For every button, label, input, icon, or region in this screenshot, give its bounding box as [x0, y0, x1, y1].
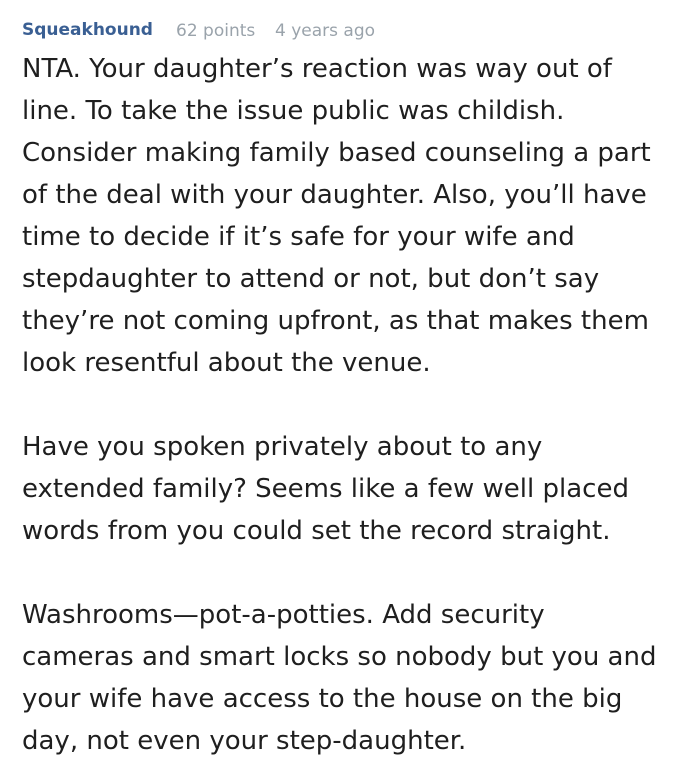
comment-paragraph-3: Washrooms—pot-a-potties. Add security cameras and smart locks so nobody but you and your wife have access to the house on the big day, not even your step-daughter. [22, 600, 657, 756]
author-link[interactable]: Squeakhound [22, 20, 153, 40]
comment-paragraph-2: Have you spoken privately about to any extended family? Seems like a few well placed words from you could set the record straight. [22, 432, 629, 546]
points-count: 62 points [176, 21, 256, 41]
comment-body [22, 48, 682, 762]
comment-paragraph-1: NTA. Your daughter’s reaction was way out of line. To take the issue public was childish. Consider making family based counseling a part of the deal with your daughter. Also, you’ll have time to decide if it’s safe for your wife and stepdaughter to attend or not, but don’t say they’re not coming upfront, as that makes them look resentful about the venue. [22, 54, 651, 378]
timestamp: 4 years ago [275, 21, 376, 41]
